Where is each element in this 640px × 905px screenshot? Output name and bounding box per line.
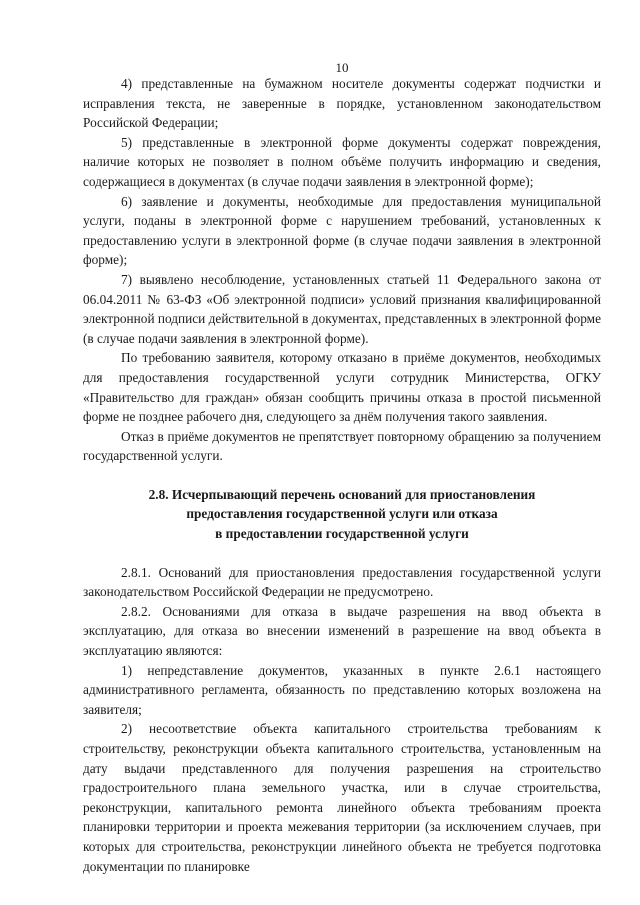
paragraph-refusal-not-obstacle: Отказ в приёме документов не препятствует повторному обращению за получением государственной услуги.	[83, 428, 601, 464]
paragraph-item-7: 7) выявлено несоблюдение, установленных статьей 11 Федерального закона от 06.04.2011 № 63-ФЗ «Об электронной подписи» условий признания квалифицированной электронной подписи действительной в документах, представленных в электронной форме (в случае подачи заявления в электронной форме).	[83, 271, 601, 346]
paragraph-2-8-1: 2.8.1. Оснований для приостановления предоставления государственной услуги законодательством Российской Федерации не предусмотрено.	[83, 564, 601, 600]
document-body	[83, 74, 601, 876]
paragraph-item-5: 5) представленные в электронной форме документы содержат повреждения, наличие которых не позволяет в полном объёме получить информацию и сведения, содержащиеся в документах (в случае подачи заявления в электронной форме);	[83, 134, 601, 189]
section-heading-line: 2.8. Исчерпывающий перечень оснований для приостановления	[148, 486, 536, 502]
paragraph-2-8-2: 2.8.2. Основаниями для отказа в выдаче разрешения на ввод объекта в эксплуатацию, для отказа во внесении изменений в разрешение на ввод объекта в эксплуатацию являются:	[83, 603, 601, 659]
paragraph-item-6: 6) заявление и документы, необходимые для предоставления муниципальной услуги, поданы в электронной форме с нарушением требований, установленных к предоставлению услуги в электронной форме (в случае подачи заявления в электронной форме);	[83, 193, 601, 268]
paragraph-item-4: 4) представленные на бумажном носителе документы содержат подчистки и исправления текста, не заверенные в порядке, установленном законодательством Российской Федерации;	[83, 76, 601, 131]
section-heading	[83, 485, 601, 544]
page-number: 10	[335, 60, 349, 75]
section-heading-line: предоставления государственной услуги или отказа	[186, 506, 498, 522]
paragraph-refusal-reasons: По требованию заявителя, которому отказано в приёме документов, необходимых для предоставления государственной услуги сотрудник Министерства, ОГКУ «Правительство для граждан» обязан сообщить причины отказа в простой письменной форме не позднее рабочего дня, следующего за днём получения такого заявления.	[83, 350, 601, 425]
paragraph-ground-1: 1) непредставление документов, указанных в пункте 2.6.1 настоящего административного регламента, обязанность по представлению которых возложена на заявителя;	[83, 662, 601, 717]
section-heading-line: в предоставлении государственной услуги	[215, 526, 469, 542]
paragraph-ground-2: 2) несоответствие объекта капитального строительства требованиям к строительству, реконструкции объекта капитального строительства, установленным на дату выдачи представленного для получения разрешения на строительство градостроительного плана земельного участка, или в случае строительства, реконструкции, капитального ремонта линейного объекта требованиям проекта планировки территории и проекта межевания территории (за исключением случаев, при которых для строительства, реконструкции линейного объекта не требуется подготовка документации по планировке	[83, 721, 601, 874]
